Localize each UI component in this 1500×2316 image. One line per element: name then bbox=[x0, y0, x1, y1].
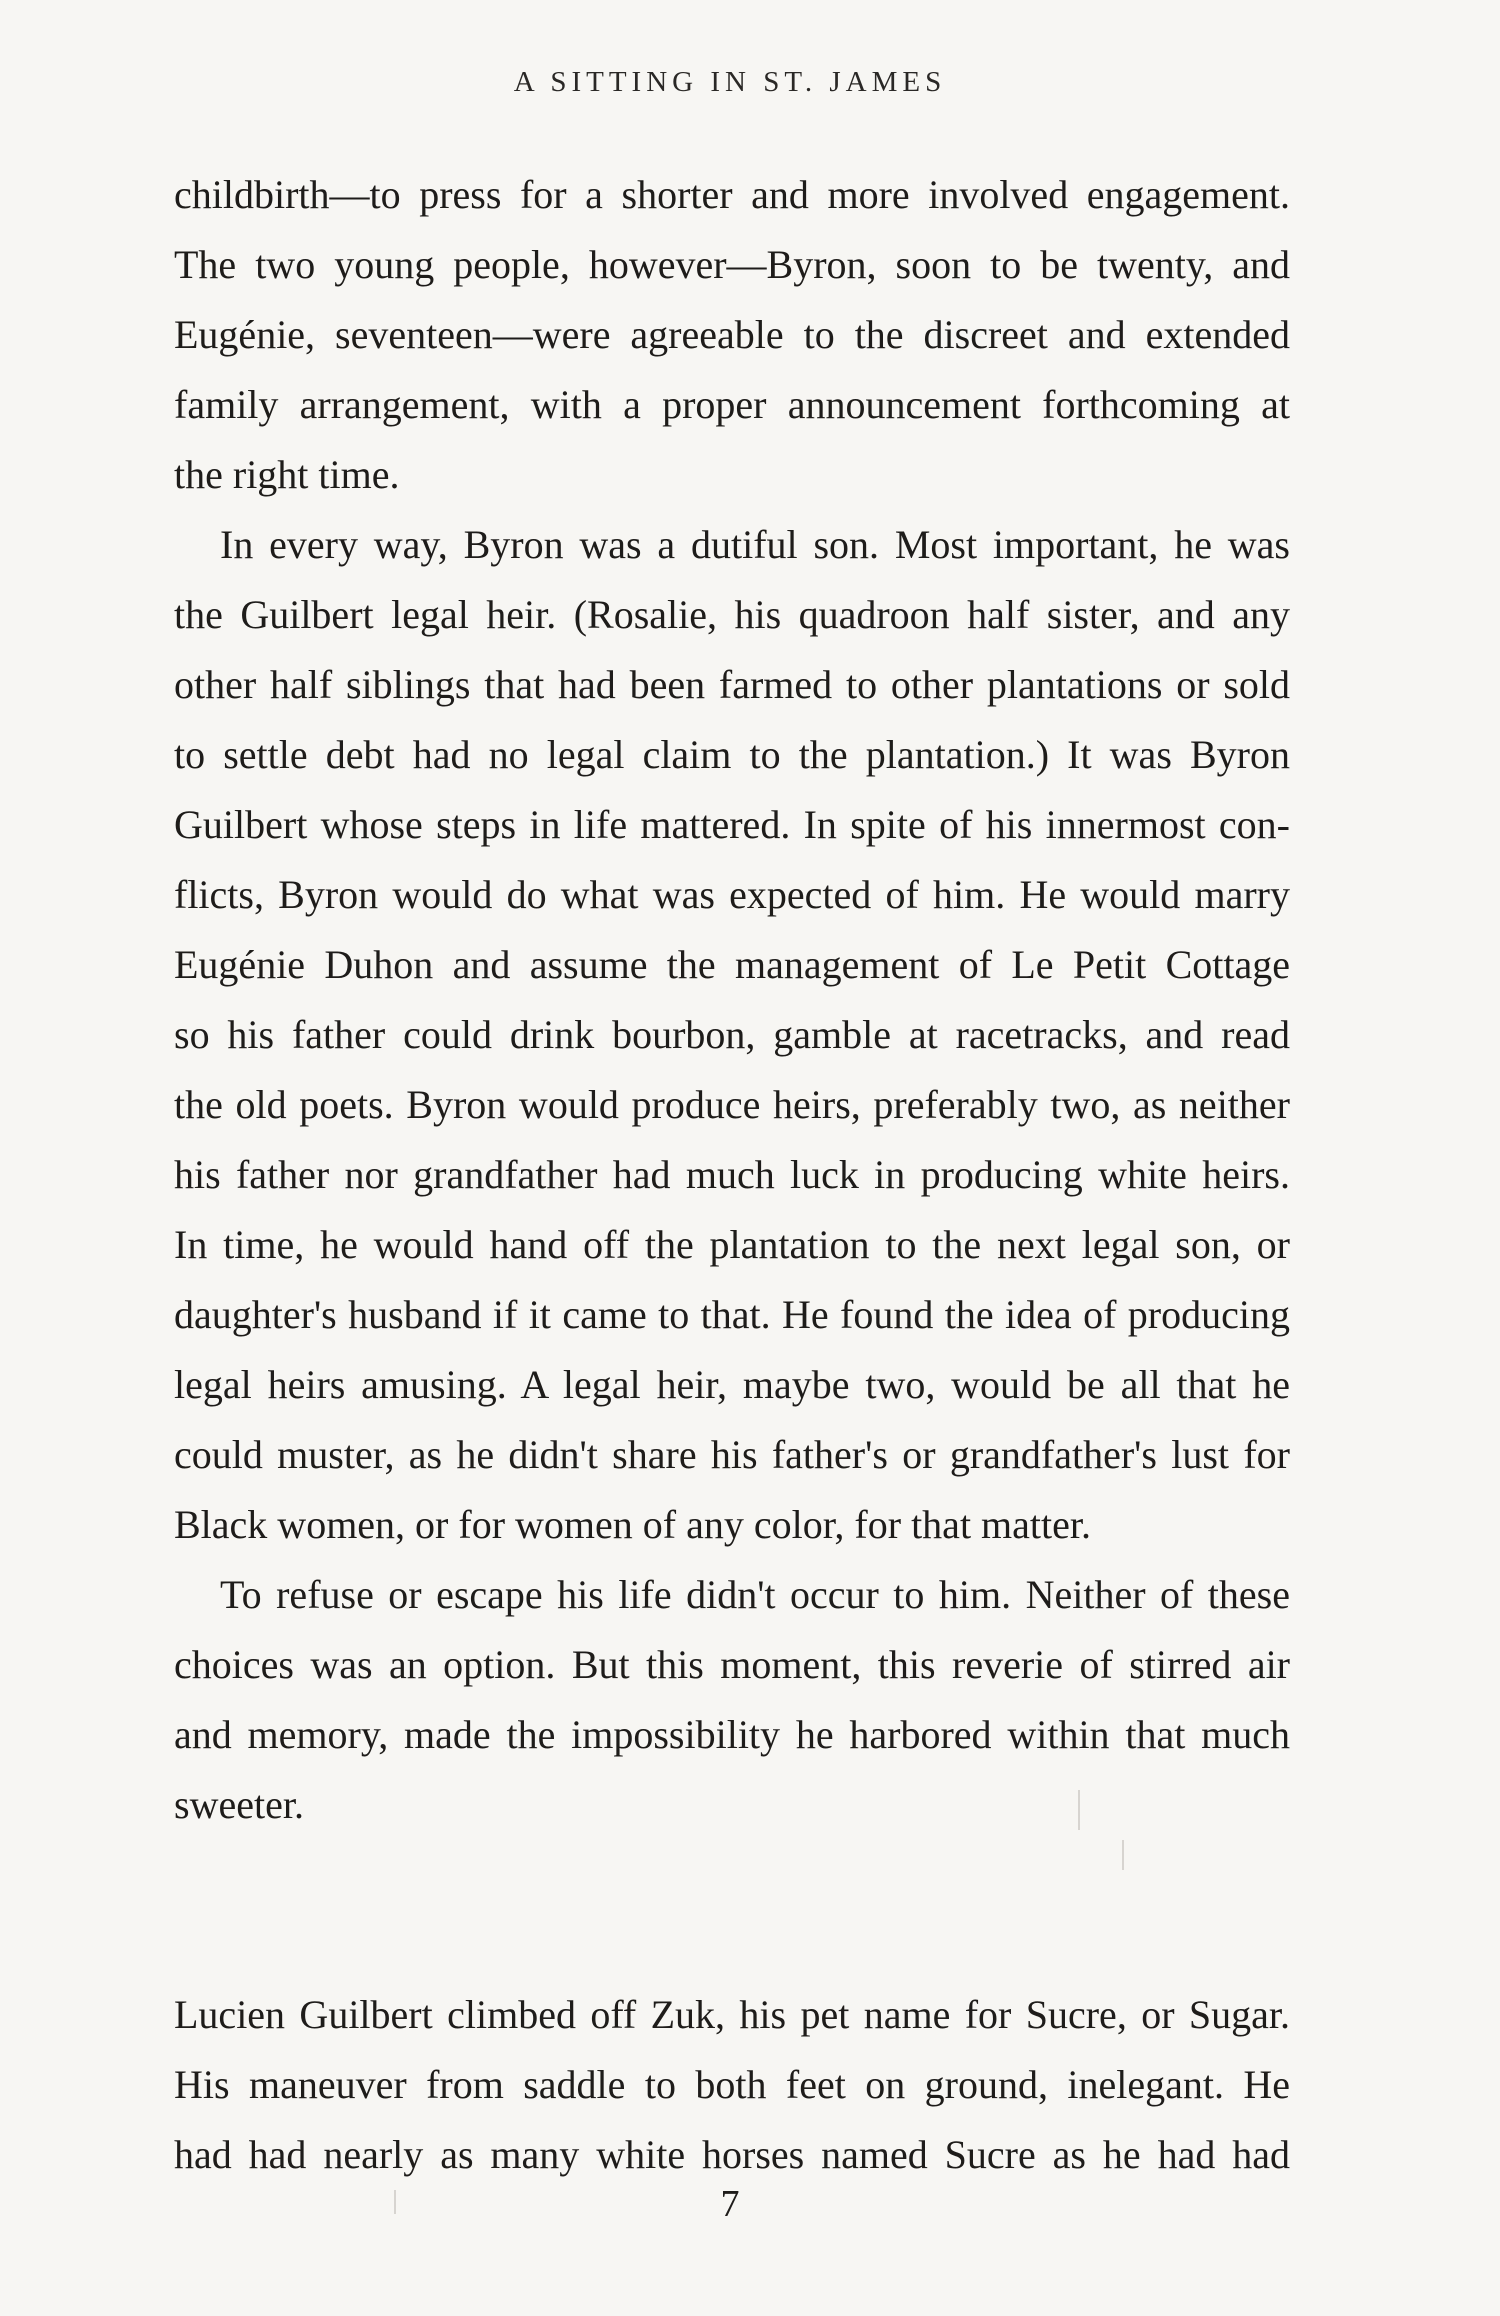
text-line: the right time. bbox=[174, 452, 400, 497]
text-line: In time, he would hand off the plantation to the next legal son, or bbox=[174, 1222, 1290, 1267]
text-line: legal heirs amusing. A legal heir, maybe two, would be all that he bbox=[174, 1362, 1290, 1407]
text-line: Lucien Guilbert climbed off Zuk, his pet name for Sucre, or Sugar. bbox=[174, 1992, 1290, 2037]
text-line: his father nor grandfather had much luck in producing white heirs. bbox=[174, 1152, 1290, 1197]
text-line: so his father could drink bourbon, gamble at racetracks, and read bbox=[174, 1012, 1290, 1057]
paragraph-4 bbox=[174, 1980, 1290, 2190]
text-line: family arrangement, with a proper announcement forthcoming at bbox=[174, 382, 1290, 427]
text-line: Black women, or for women of any color, for that matter. bbox=[174, 1502, 1092, 1547]
paragraph-3 bbox=[174, 1560, 1290, 1840]
text-line: His maneuver from saddle to both feet on ground, inelegant. He bbox=[174, 2062, 1290, 2107]
text-line: and memory, made the impossibility he harbored within that much bbox=[174, 1712, 1290, 1757]
text-line: the old poets. Byron would produce heirs, preferably two, as neither bbox=[174, 1082, 1290, 1127]
text-line: The two young people, however—Byron, soon to be twenty, and bbox=[174, 242, 1290, 287]
text-line: Guilbert whose steps in life mattered. In spite of his innermost con- bbox=[174, 802, 1290, 847]
scan-mark bbox=[1122, 1840, 1124, 1870]
scan-mark bbox=[1078, 1790, 1080, 1830]
text-line: sweeter. bbox=[174, 1782, 304, 1827]
text-line: childbirth—to press for a shorter and more involved engagement. bbox=[174, 172, 1290, 217]
text-line: flicts, Byron would do what was expected of him. He would marry bbox=[174, 872, 1290, 917]
text-line: to settle debt had no legal claim to the plantation.) It was Byron bbox=[174, 732, 1290, 777]
text-line: In every way, Byron was a dutiful son. Most important, he was bbox=[220, 522, 1290, 567]
text-line: the Guilbert legal heir. (Rosalie, his quadroon half sister, and any bbox=[174, 592, 1290, 637]
page-number: 7 bbox=[720, 2183, 740, 2225]
text-line: other half siblings that had been farmed to other plantations or sold bbox=[174, 662, 1290, 707]
body-text bbox=[174, 160, 1290, 2190]
text-line: daughter's husband if it came to that. He found the idea of producing bbox=[174, 1292, 1290, 1337]
paragraph-2 bbox=[174, 510, 1290, 1560]
text-line: Eugénie, seventeen—were agreeable to the discreet and extended bbox=[174, 312, 1290, 357]
text-line: choices was an option. But this moment, this reverie of stirred air bbox=[174, 1642, 1290, 1687]
scan-mark bbox=[394, 2190, 396, 2214]
text-line: had had nearly as many white horses named Sucre as he had had bbox=[174, 2132, 1290, 2177]
paragraph-1 bbox=[174, 160, 1290, 510]
text-line: could muster, as he didn't share his father's or grandfather's lust for bbox=[174, 1432, 1290, 1477]
text-line: To refuse or escape his life didn't occur to him. Neither of these bbox=[220, 1572, 1290, 1617]
text-line: Eugénie Duhon and assume the management of Le Petit Cottage bbox=[174, 942, 1290, 987]
running-head: A SITTING IN ST. JAMES bbox=[513, 66, 947, 98]
